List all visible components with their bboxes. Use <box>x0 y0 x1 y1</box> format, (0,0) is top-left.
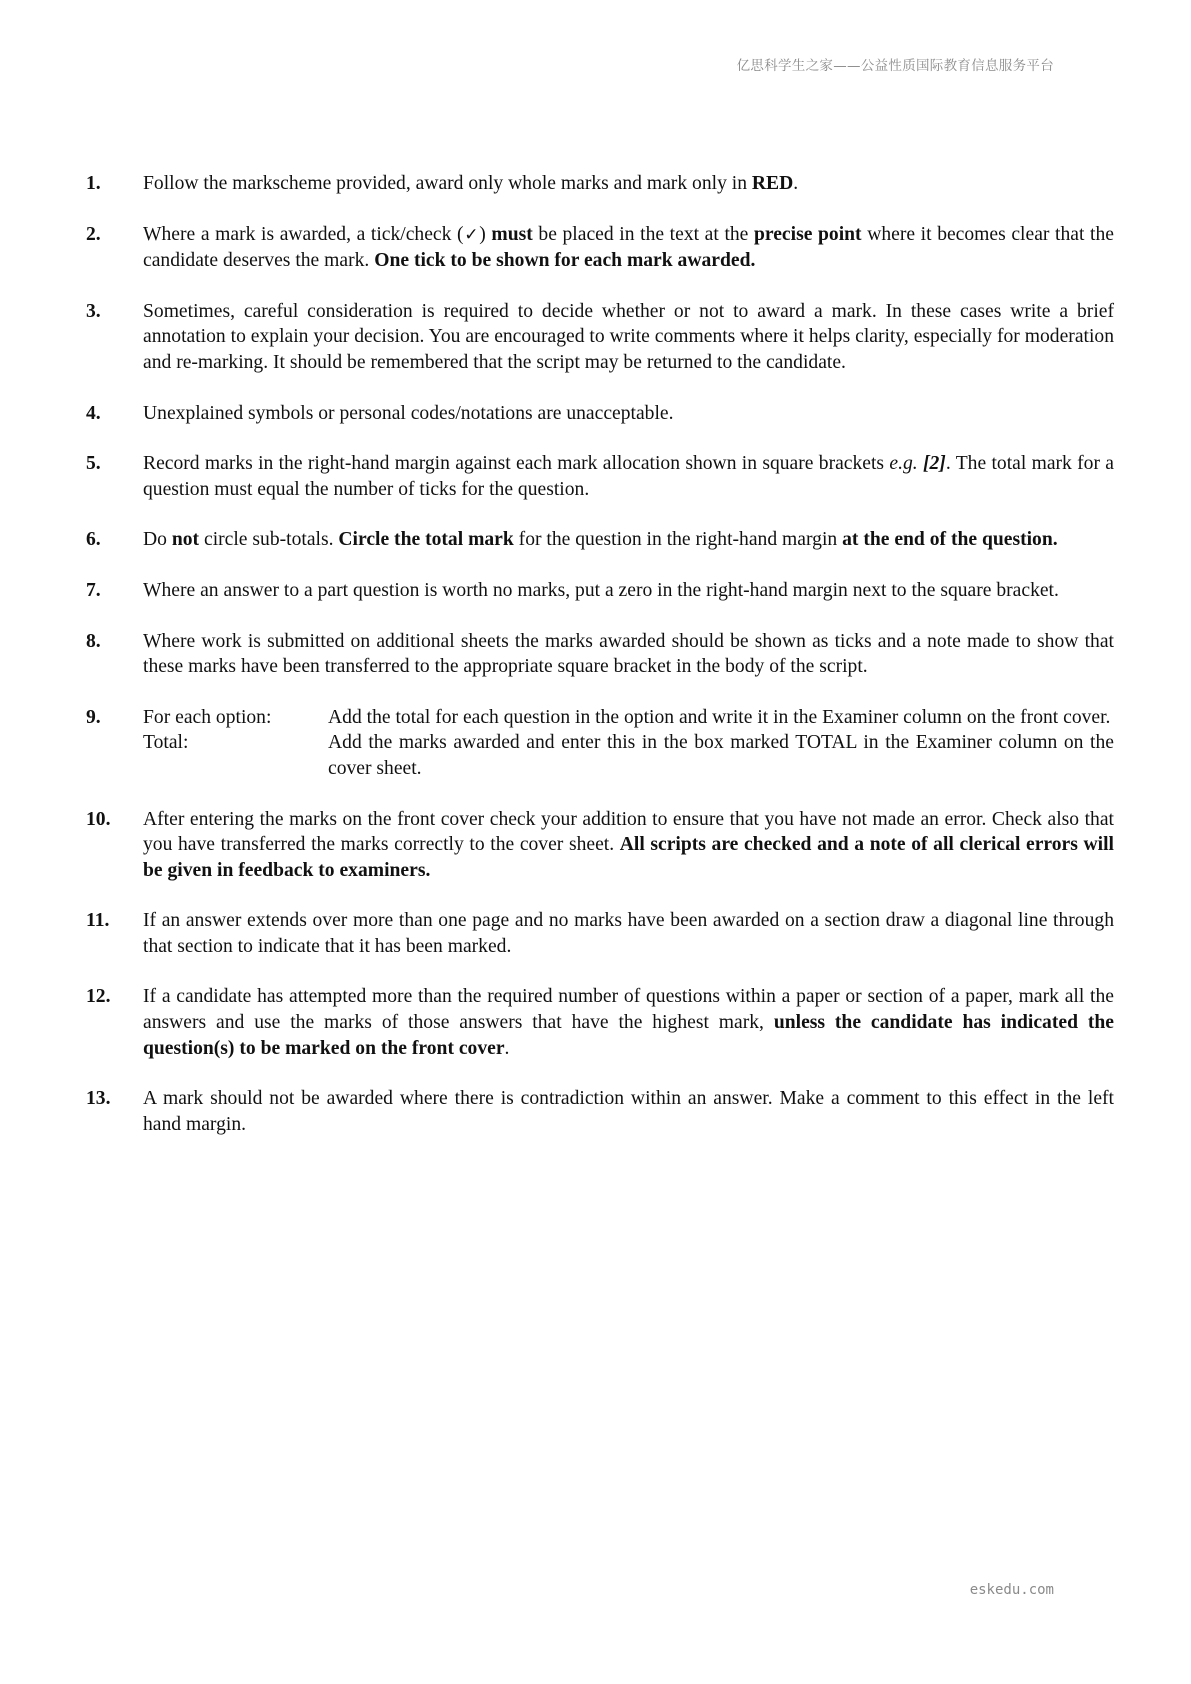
instruction-item-1 <box>86 171 1114 197</box>
sub-text: Add the marks awarded and enter this in the box marked TOTAL in the Examiner column on the cover sheet. <box>328 732 1114 779</box>
item-text: Follow the markscheme provided, award only whole marks and mark only in RED. <box>143 173 799 194</box>
item-text: A mark should not be awarded where there is contradiction within an answer. Make a comment to this effect in the left hand margin. <box>143 1088 1114 1135</box>
item-number: 3. <box>86 300 101 322</box>
item-number: 8. <box>86 630 101 652</box>
sub-text: Add the total for each question in the option and write it in the Examiner column on the front cover. <box>328 706 1111 728</box>
instruction-item-3 <box>86 299 1114 376</box>
instruction-item-12 <box>86 984 1114 1061</box>
instruction-item-13 <box>86 1086 1114 1137</box>
item-text: If an answer extends over more than one page and no marks have been awarded on a section draw a diagonal line through that section to indicate that it has been marked. <box>143 910 1114 957</box>
item-text: Record marks in the right-hand margin against each mark allocation shown in square brackets e.g. [2]. The total mark for a question must equal the number of ticks for the question. <box>143 453 1114 500</box>
item-number: 7. <box>86 579 101 601</box>
instruction-item-6 <box>86 527 1114 553</box>
item-text: After entering the marks on the front cover check your addition to ensure that you have not made an error. Check also that you have transferred the marks correctly to the cover sheet. All scripts are checked and a note of all clerical errors will be given in feedback to examiners. <box>143 808 1114 881</box>
item-number: 10. <box>86 808 111 830</box>
header-watermark: 亿思科学生之家——公益性质国际教育信息服务平台 <box>736 58 1054 74</box>
footer-watermark: eskedu.com <box>969 1582 1054 1598</box>
instruction-item-9 <box>86 705 1114 782</box>
item-number: 2. <box>86 223 101 245</box>
instruction-item-5 <box>86 451 1114 502</box>
item-number: 12. <box>86 986 111 1008</box>
instruction-item-2 <box>86 222 1114 274</box>
instruction-item-4 <box>86 401 1114 427</box>
item-number: 13. <box>86 1088 111 1110</box>
item-text: Where work is submitted on additional sheets the marks awarded should be shown as ticks and a note made to show that these marks have been transferred to the appropriate square bracket in the body of the script. <box>143 630 1114 678</box>
item-number: 11. <box>86 910 110 932</box>
instruction-item-11 <box>86 908 1114 959</box>
item-text: If a candidate has attempted more than the required number of questions within a paper or section of a paper, mark all the answers and use the marks of those answers that have the highest mark, unless the candidate has indicated the question(s) to be marked on the front cover. <box>143 986 1114 1059</box>
item-text: Sometimes, careful consideration is required to decide whether or not to award a mark. In these cases write a brief annotation to explain your decision. You are encouraged to write comments where it helps clarity, especially for moderation and re-marking. It should be remembered that the script may be returned to the candidate. <box>143 300 1114 373</box>
sub-label: Total: <box>143 732 189 754</box>
check-mark-icon: ✓ <box>463 224 480 245</box>
item-text: Where an answer to a part question is worth no marks, put a zero in the right-hand margin next to the square bracket. <box>143 579 1059 601</box>
item-number: 4. <box>86 402 101 424</box>
item-number: 1. <box>86 173 101 194</box>
instruction-item-10 <box>86 807 1114 884</box>
item-text: Unexplained symbols or personal codes/notations are unacceptable. <box>143 402 674 424</box>
item-text <box>143 705 1114 782</box>
item-number: 6. <box>86 529 101 551</box>
instruction-item-7 <box>86 578 1114 604</box>
instruction-item-8 <box>86 629 1114 680</box>
sub-label: For each option: <box>143 706 272 728</box>
item-number: 5. <box>86 453 101 475</box>
instruction-list <box>86 171 1114 1162</box>
sub-row-option <box>143 705 1114 731</box>
item-number: 9. <box>86 706 101 728</box>
item-text: Where a mark is awarded, a tick/check (✓) must be placed in the text at the precise point where it becomes clear that the candidate deserves the mark. One tick to be shown for each mark awarded. <box>143 223 1114 272</box>
sub-row-total <box>143 730 1114 781</box>
item-text: Do not circle sub-totals. Circle the total mark for the question in the right-hand margin at the end of the question. <box>143 529 1058 551</box>
